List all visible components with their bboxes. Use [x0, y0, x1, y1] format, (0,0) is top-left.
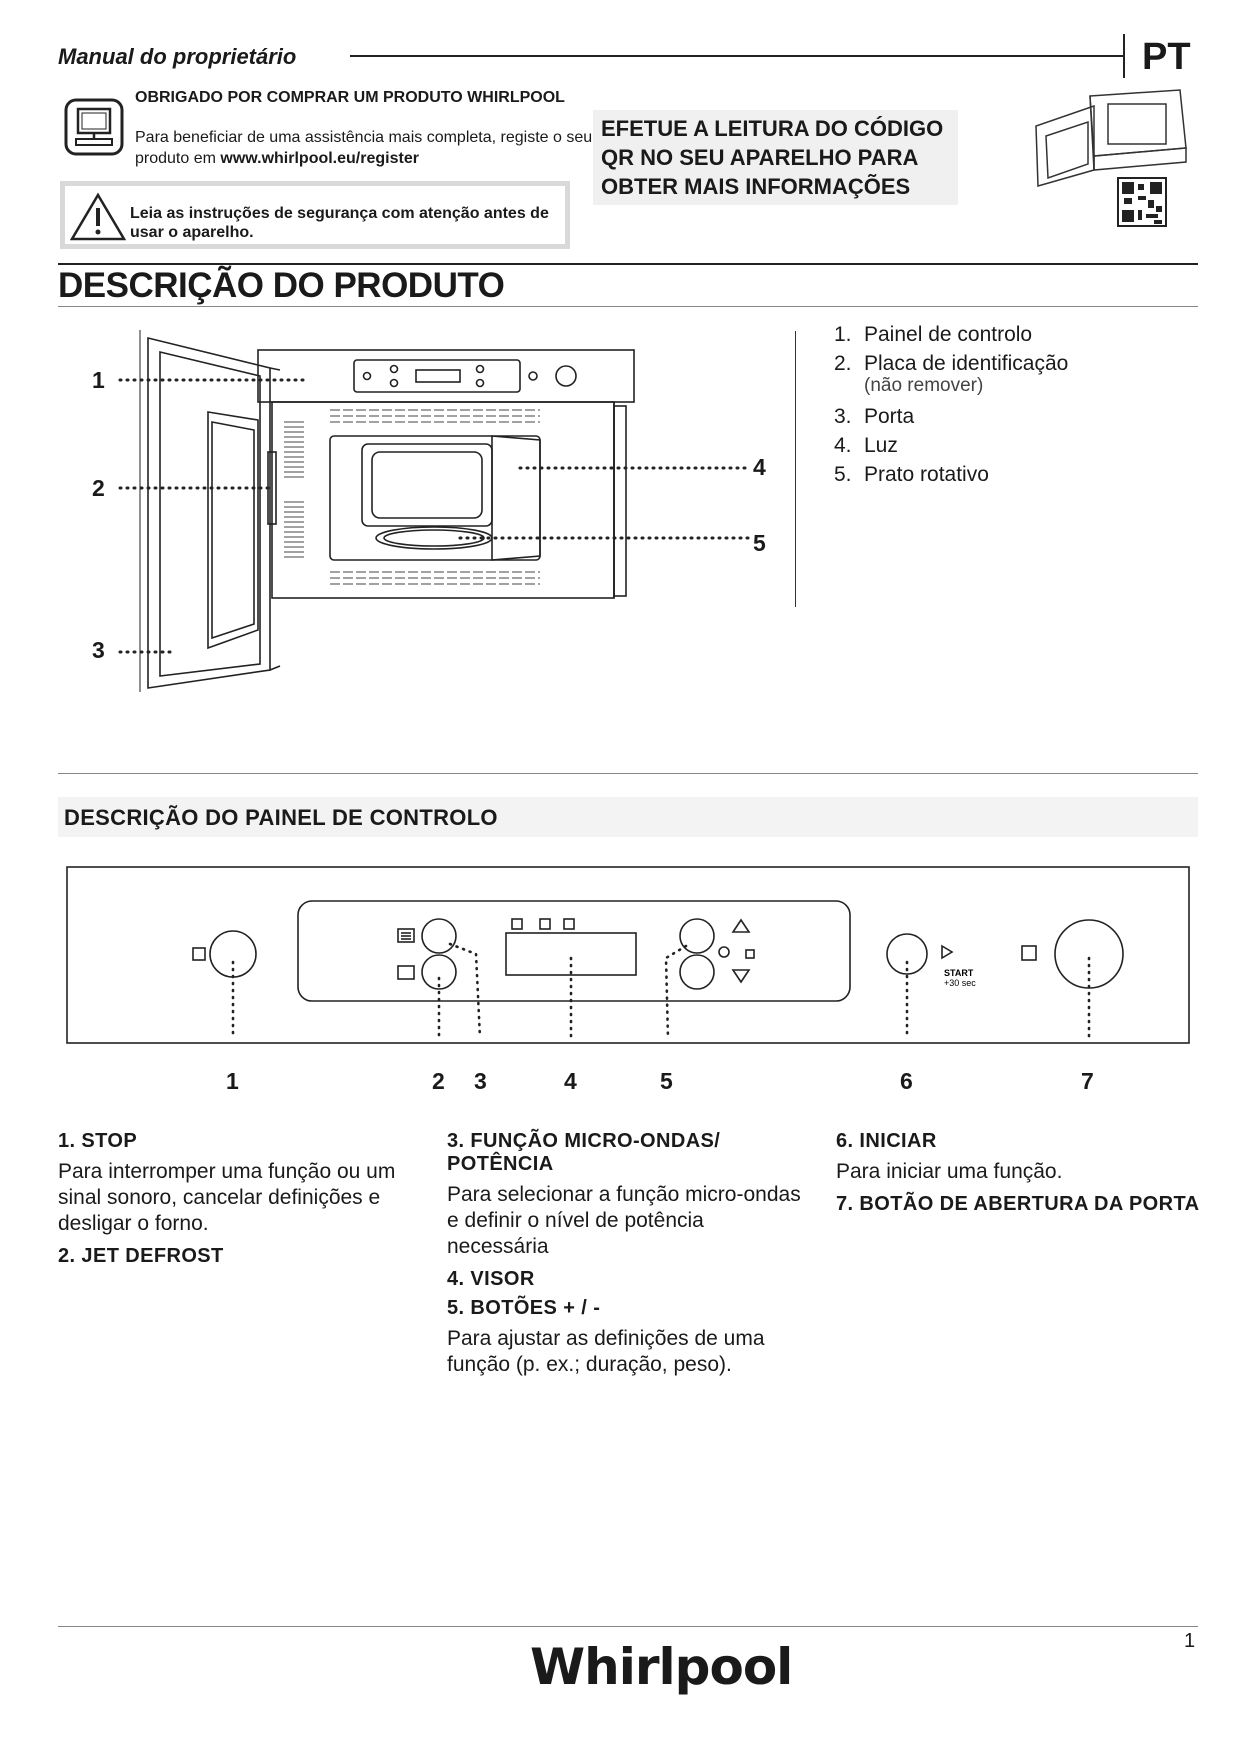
manual-title: Manual do proprietário [58, 44, 297, 69]
callout-4: 4 [753, 454, 766, 480]
door-button-heading: 7. BOTÃO DE ABERTURA DA PORTA [836, 1193, 1200, 1215]
parts-divider [795, 331, 796, 607]
section-rule [58, 263, 1198, 265]
warning-icon [70, 192, 126, 242]
callout-5: 5 [753, 530, 766, 556]
description-column-2 [447, 1130, 807, 1386]
description-column-1 [58, 1130, 428, 1274]
qr-instruction: EFETUE A LEITURA DO CÓDIGO QR NO SEU APARELHO PARA OBTER MAIS INFORMAÇÕES [601, 116, 944, 199]
part-item: 2. Placa de identificação (não remover) [834, 352, 1069, 396]
panel-callout-1: 1 [226, 1068, 239, 1094]
microwave-qr-illustration [1010, 86, 1200, 232]
register-text: Para beneficiar de uma assistência mais completa, registe o seu produto em www.whirlpool.eu/register [135, 129, 593, 167]
control-panel-diagram [66, 866, 1196, 1086]
start-label: START [944, 968, 974, 978]
start-text: Para iniciar uma função. [836, 1160, 1063, 1183]
language-code: PT [1142, 36, 1191, 78]
plus-minus-text: Para ajustar as definições de uma função (p. ex.; duração, peso). [447, 1327, 765, 1376]
panel-callout-2: 2 [432, 1068, 445, 1094]
register-link[interactable]: www.whirlpool.eu/register [220, 150, 419, 167]
callout-2: 2 [92, 475, 105, 501]
section-rule [58, 773, 1198, 774]
part-item: 4. Luz [834, 434, 898, 457]
jet-defrost-heading: 2. JET DEFROST [58, 1245, 224, 1267]
display-heading: 4. VISOR [447, 1268, 535, 1290]
description-column-3 [836, 1130, 1206, 1222]
panel-callout-4: 4 [564, 1068, 577, 1094]
parts-list [834, 320, 1068, 489]
panel-callout-6: 6 [900, 1068, 913, 1094]
footer-rule [58, 1626, 1198, 1627]
panel-description-title: DESCRIÇÃO DO PAINEL DE CONTROLO [64, 805, 498, 830]
part-item: 5. Prato rotativo [834, 463, 989, 486]
start-sub-label: +30 sec [944, 978, 976, 988]
product-description-title: DESCRIÇÃO DO PRODUTO [58, 266, 505, 305]
microwave-diagram [80, 330, 780, 695]
register-title: OBRIGADO POR COMPRAR UM PRODUTO WHIRLPOOL [135, 89, 565, 106]
panel-callout-3: 3 [474, 1068, 487, 1094]
whirlpool-logo: Whirlpool [530, 1638, 793, 1696]
qr-code-icon [1118, 178, 1166, 226]
part-item: 3. Porta [834, 405, 915, 428]
section-rule-thin [58, 306, 1198, 307]
microwave-power-text: Para selecionar a função micro-ondas e definir o nível de potência necessária [447, 1183, 801, 1258]
callout-1: 1 [92, 367, 105, 393]
header-divider [1123, 34, 1125, 78]
stop-heading: 1. STOP [58, 1130, 138, 1152]
part-item: 1. Painel de controlo [834, 323, 1033, 346]
plus-minus-heading: 5. BOTÕES + / - [447, 1297, 601, 1319]
start-heading: 6. INICIAR [836, 1130, 937, 1152]
stop-text: Para interromper uma função ou um sinal sonoro, cancelar definições e desligar o forno. [58, 1160, 396, 1235]
safety-warning-text: Leia as instruções de segurança com atenção antes de usar o aparelho. [130, 205, 549, 241]
page-number: 1 [1184, 1630, 1196, 1652]
panel-callout-5: 5 [660, 1068, 673, 1094]
header-rule [350, 55, 1123, 57]
computer-icon [64, 98, 124, 156]
callout-3: 3 [92, 637, 105, 663]
panel-callout-7: 7 [1081, 1068, 1094, 1094]
microwave-power-heading: 3. FUNÇÃO MICRO-ONDAS/ POTÊNCIA [447, 1130, 721, 1175]
